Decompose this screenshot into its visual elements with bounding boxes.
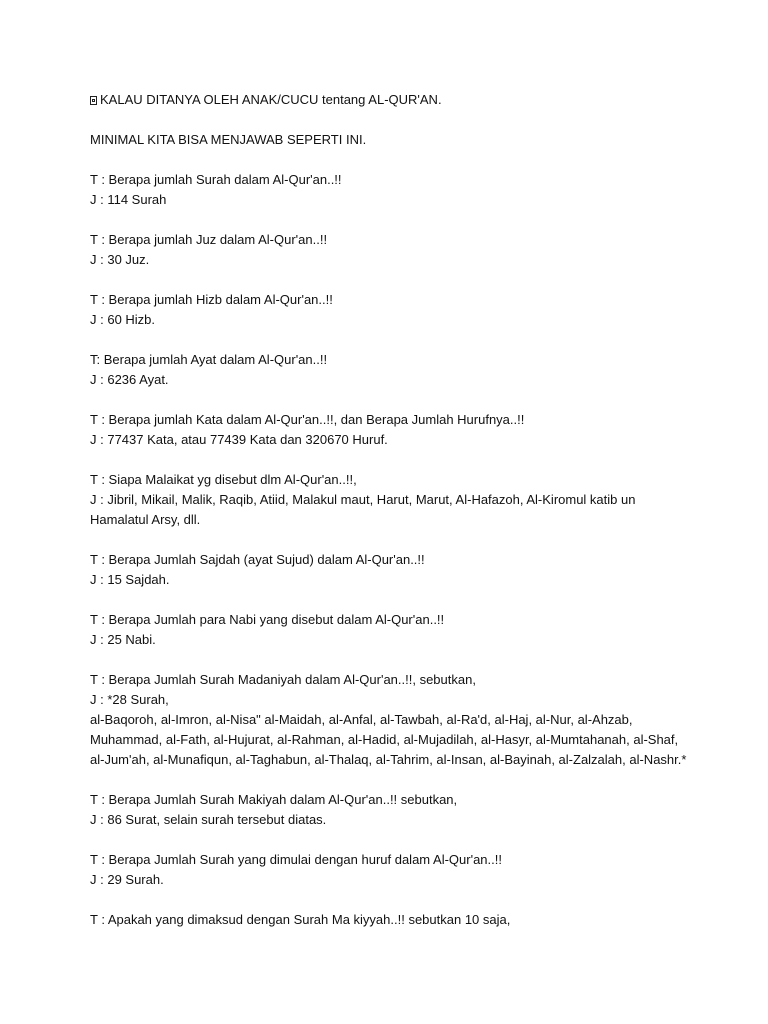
question-line: T : Berapa jumlah Kata dalam Al-Qur'an..!!, dan Berapa Jumlah Hurufnya..!! xyxy=(90,412,525,427)
answer-line: J : 6236 Ayat. xyxy=(90,372,169,387)
qa-item xyxy=(90,290,730,330)
answer-line: J : *28 Surah, xyxy=(90,692,169,707)
document-subtitle: MINIMAL KITA BISA MENJAWAB SEPERTI INI. xyxy=(90,132,367,147)
qa-item xyxy=(90,410,730,450)
question-line: T : Berapa Jumlah Surah Makiyah dalam Al-Qur'an..!! sebutkan, xyxy=(90,792,458,807)
question-line: T : Berapa jumlah Surah dalam Al-Qur'an..!! xyxy=(90,172,342,187)
qa-item xyxy=(90,470,730,530)
question-line: T : Berapa Jumlah Sajdah (ayat Sujud) dalam Al-Qur'an..!! xyxy=(90,552,425,567)
answer-line: J : 114 Surah xyxy=(90,192,167,207)
answer-line: J : 29 Surah. xyxy=(90,872,164,887)
title-block xyxy=(90,90,730,110)
answer-line: J : 77437 Kata, atau 77439 Kata dan 320670 Huruf. xyxy=(90,432,388,447)
qa-item xyxy=(90,850,730,890)
answer-line: al-Baqoroh, al-Imron, al-Nisa" al-Maidah, al-Anfal, al-Tawbah, al-Ra'd, al-Haj, al-Nur, al-Ahzab, xyxy=(90,712,633,727)
document-body xyxy=(90,90,730,950)
qa-item xyxy=(90,790,730,830)
qa-item xyxy=(90,610,730,650)
qa-item xyxy=(90,550,730,590)
question-line: T : Berapa Jumlah para Nabi yang disebut dalam Al-Qur'an..!! xyxy=(90,612,445,627)
answer-line: Muhammad, al-Fath, al-Hujurat, al-Rahman, al-Hadid, al-Mujadilah, al-Hasyr, al-Mumtahanah, al-Shaf, xyxy=(90,732,679,747)
answer-line: Hamalatul Arsy, dll. xyxy=(90,512,201,527)
question-line: T : Apakah yang dimaksud dengan Surah Ma kiyyah..!! sebutkan 10 saja, xyxy=(90,912,511,927)
answer-line: J : 15 Sajdah. xyxy=(90,572,170,587)
qa-item xyxy=(90,670,730,770)
qa-list xyxy=(90,170,730,930)
question-line: T: Berapa jumlah Ayat dalam Al-Qur'an..!! xyxy=(90,352,328,367)
qa-item xyxy=(90,230,730,270)
question-line: T : Berapa Jumlah Surah yang dimulai dengan huruf dalam Al-Qur'an..!! xyxy=(90,852,502,867)
answer-line: J : Jibril, Mikail, Malik, Raqib, Atiid, Malakul maut, Harut, Marut, Al-Hafazoh, Al-Kiromul katib un xyxy=(90,492,636,507)
subtitle-block xyxy=(90,130,730,150)
answer-line: J : 25 Nabi. xyxy=(90,632,156,647)
question-line: T : Berapa Jumlah Surah Madaniyah dalam Al-Qur'an..!!, sebutkan, xyxy=(90,672,476,687)
qa-item xyxy=(90,350,730,390)
answer-line: al-Jum'ah, al-Munafiqun, al-Taghabun, al-Thalaq, al-Tahrim, al-Insan, al-Bayinah, al-Zalzalah, al-Nashr.* xyxy=(90,752,687,767)
document-title-line xyxy=(90,90,730,110)
question-line: T : Berapa jumlah Hizb dalam Al-Qur'an..!! xyxy=(90,292,333,307)
qa-item xyxy=(90,910,730,930)
answer-line: J : 60 Hizb. xyxy=(90,312,156,327)
answer-line: J : 30 Juz. xyxy=(90,252,150,267)
question-line: T : Siapa Malaikat yg disebut dlm Al-Qur'an..!!, xyxy=(90,472,357,487)
answer-line: J : 86 Surat, selain surah tersebut diatas. xyxy=(90,812,327,827)
qa-item xyxy=(90,170,730,210)
boxed-character-icon xyxy=(90,96,97,105)
document-title: KALAU DITANYA OLEH ANAK/CUCU tentang AL-QUR'AN. xyxy=(100,92,442,107)
question-line: T : Berapa jumlah Juz dalam Al-Qur'an..!! xyxy=(90,232,328,247)
